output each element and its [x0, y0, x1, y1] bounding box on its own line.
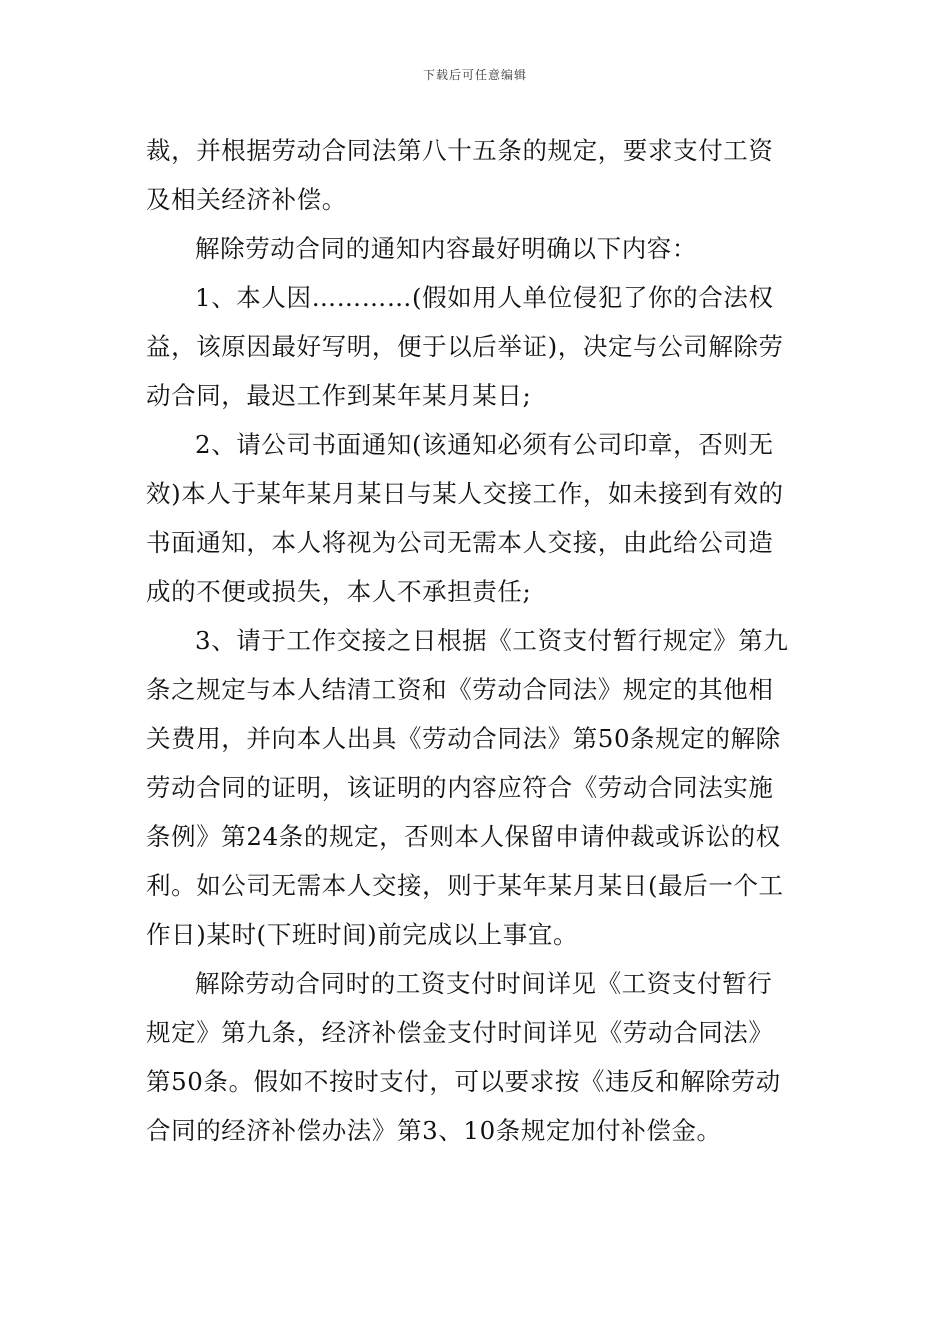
text-line: 关费用，并向本人出具《劳动合同法》第50条规定的解除	[146, 724, 781, 753]
text-line: 合同的经济补偿办法》第3、10条规定加付补偿金。	[146, 1116, 722, 1145]
text-line: 及相关经济补偿。	[146, 185, 347, 214]
text-line: 第50条。假如不按时支付，可以要求按《违反和解除劳动	[146, 1067, 781, 1096]
text-line: 劳动合同的证明，该证明的内容应符合《劳动合同法实施	[146, 773, 774, 802]
text-line: 益，该原因最好写明，便于以后举证)，决定与公司解除劳	[146, 332, 784, 361]
text-line: 解除劳动合同时的工资支付时间详见《工资支付暂行	[195, 969, 773, 998]
text-line: 利。如公司无需本人交接，则于某年某月某日(最后一个工	[146, 871, 784, 900]
text-line: 2、请公司书面通知(该通知必须有公司印章，否则无	[195, 430, 774, 459]
text-line: 条例》第24条的规定，否则本人保留申请仲裁或诉讼的权	[146, 822, 781, 851]
text-line: 书面通知，本人将视为公司无需本人交接，由此给公司造	[146, 528, 774, 557]
text-line: 解除劳动合同的通知内容最好明确以下内容：	[195, 234, 697, 263]
text-line: 动合同，最迟工作到某年某月某日;	[146, 381, 532, 410]
text-line: 1、本人因…………(假如用人单位侵犯了你的合法权	[195, 283, 774, 312]
text-line: 3、请于工作交接之日根据《工资支付暂行规定》第九	[195, 626, 789, 655]
text-line: 成的不便或损失，本人不承担责任;	[146, 577, 532, 606]
text-line: 作日)某时(下班时间)前完成以上事宜。	[146, 920, 579, 949]
header-note: 下载后可任意编辑	[422, 68, 527, 82]
text-line: 裁，并根据劳动合同法第八十五条的规定，要求支付工资	[146, 136, 774, 165]
text-line: 效)本人于某年某月某日与某人交接工作，如未接到有效的	[146, 479, 784, 508]
text-line: 条之规定与本人结清工资和《劳动合同法》规定的其他相	[146, 675, 774, 704]
document-body	[146, 126, 806, 1155]
text-line: 规定》第九条，经济补偿金支付时间详见《劳动合同法》	[146, 1018, 774, 1047]
